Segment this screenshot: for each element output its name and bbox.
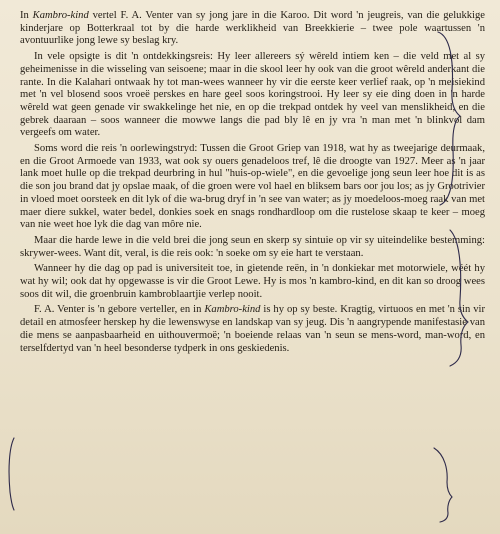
paragraph-3: Soms word die reis 'n oorlewingstryd: Tussen die Groot Griep van 1918, wat hy as tweejarige deurmaak, en die Groot Armoede van 1933, wat ook sy ouers genadeloos tref, lê die droogte van 1927. Meer as 'n jaar lank moet hulle op die trekpad deurbring in hul "huis-op-wiele", en die gevoelige jong seun leer hoe dit is as die son jou brand dat jy opslae maak, of die groen were vol hael en bliksem bars oor jou los; as jy Grootrivier in vloed moet oorsteek en dit lyk of die wa-brug dryf in 'n see van water; as jy moedeloos-moeg raak van met maer diere sukkel, water bedel, donkies soek en snags rondhardloop om die rustelose skaap te keer – moeg van nie weet hoe lyk die dag van môre nie. [20, 143, 485, 231]
paragraph-1-body: vertel F. A. Venter van sy jong jare in die Karoo. Dit word 'n jeugreis, van die gelukkige kinderjare op Botterkraal tot by die harde werklikheid van Breekkierie – twee pole waartussen 'n avontuurlike jong lewe sy beslag kry. [20, 10, 485, 47]
paragraph-1 [20, 10, 485, 48]
paragraph-6 [20, 304, 485, 355]
blurb-text [20, 10, 485, 355]
paragraph-6-body: is hy op sy beste. Kragtig, virtuoos en met 'n sin vir detail en atmosfeer herskep hy die lewenswyse en landskap van sy jeug. Dis 'n aangrypende manifestasie van die mens se aanpasbaarheid en uithouvermoë; 'n boeiende relaas van 'n seun se mens-word, man-word, en terselfdertyd van 'n heel besonderse tydperk in ons geskiedenis. [20, 304, 486, 354]
book-title-mention-2: Kambro-kind [204, 304, 261, 316]
margin-bracket-bottom [434, 448, 452, 522]
paragraph-2: In vele opsigte is dit 'n ontdekkingsreis: Hy leer allereers sý wêreld intiem ken – die veld met al sy geheimenisse in die wisseling van seisoene; maar in die skool leer hy ook van die groot wêreld anderkant die rante. In die Kalahari ontwaak hy tot man-wees wanneer hy vir die eerste keer verlief raak, op 'n meisiekind met 'n vel blosend soos vroeë perskes en hare geel soos koringstrooi. Hy leer sy eie ding doen in 'n harde wêreld wat geen genade vir swakkelinge het nie, en op die trekpad ontdek hy veel van menslikheid, en die gebrek daaraan – soos wanneer die mowwe langs die pad bly lê en jy vra 'n man met 'n blinkvol dam vergeefs om water. [20, 51, 485, 139]
paragraph-5: Wanneer hy die dag op pad is universiteit toe, in gietende reën, in 'n donkiekar met motorwiele, wéét hy wat hy wil; ook dat hy opgewasse is vir die Groot Lewe. Hy is mos 'n kambro-kind, en dit kan so droog wees soos dit wil, die groenbruin kambroblaartjie verlep nooit. [20, 263, 485, 300]
paragraph-1-lead: In [20, 10, 33, 21]
margin-stroke-left [9, 438, 14, 510]
paragraph-4: Maar die harde lewe in die veld brei die jong seun en skerp sy sintuie op vir sy uiteindelike bestemming: skrywer-wees. Want dít, veral, is die reis ook: 'n soeke om sy eie hart te verstaan. [20, 234, 485, 259]
paragraph-6-lead: F. A. Venter is 'n gebore verteller, en in [34, 304, 205, 316]
book-title-mention: Kambro-kind [32, 10, 89, 21]
